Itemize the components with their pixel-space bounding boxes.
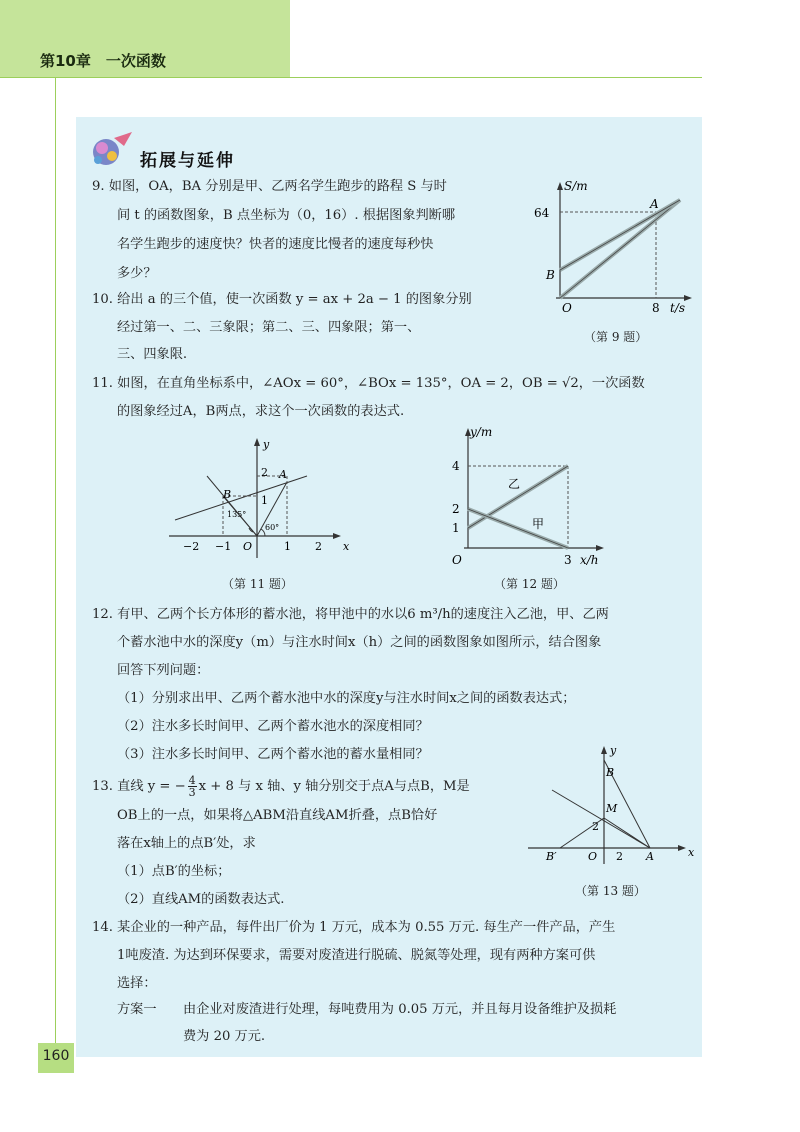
p11-line2: 的图象经过A，B两点，求这个一次函数的表达式. <box>117 404 405 419</box>
fig9-O: O <box>562 301 572 315</box>
figure-12 <box>440 424 620 574</box>
svg-text:60°: 60° <box>265 523 280 532</box>
p9-line2: 间 t 的函数图象，B 点坐标为（0，16）. 根据图象判断哪 <box>117 208 456 223</box>
svg-text:A: A <box>646 850 654 863</box>
svg-text:x: x <box>688 846 695 859</box>
figure-11 <box>165 432 355 564</box>
p10-line1: 10. 给出 a 的三个值，使一次函数 y = ax + 2a − 1 的图象分别 <box>92 292 472 307</box>
margin-line <box>55 77 56 1045</box>
svg-text:y/m: y/m <box>470 425 493 439</box>
p12-q3: （3）注水多长时间甲、乙两个蓄水池的蓄水量相同？ <box>117 747 429 762</box>
p10-line2: 经过第一、二、三象限；第二、三、四象限；第一、 <box>117 320 421 335</box>
chapter-title: 第10章 一次函数 <box>40 52 166 70</box>
svg-text:3: 3 <box>564 553 572 567</box>
p14-plan-line1: 由企业对废渣进行处理，每吨费用为 0.05 万元，并且每月设备维护及损耗 <box>183 1002 617 1017</box>
p9-line4: 多少？ <box>117 266 157 281</box>
p13-line3: 落在x轴上的点B′处，求 <box>117 836 256 851</box>
p11-line1: 11. 如图，在直角坐标系中，∠AOx = 60°，∠BOx = 135°，OA = 2，OB = √2，一次函数 <box>92 376 645 391</box>
svg-text:−2: −2 <box>183 540 200 553</box>
fig12-caption: （第 12 题） <box>494 577 565 591</box>
svg-text:−1: −1 <box>215 540 232 553</box>
p14-line3: 选择： <box>117 976 157 991</box>
fig9-y-arrow <box>557 182 563 190</box>
svg-text:O: O <box>588 850 598 863</box>
svg-text:M: M <box>606 802 618 815</box>
section-logo-icon <box>88 130 136 172</box>
fig9-B: B <box>546 268 555 282</box>
fig9-caption: （第 9 题） <box>584 330 648 344</box>
figure-13 <box>522 740 702 870</box>
p13-q2: （2）直线AM的函数表达式. <box>117 892 285 907</box>
svg-text:B′: B′ <box>546 850 557 863</box>
svg-text:135°: 135° <box>227 510 247 519</box>
p12-q2: （2）注水多长时间甲、乙两个蓄水池水的深度相同？ <box>117 719 429 734</box>
fig11-caption: （第 11 题） <box>222 577 293 591</box>
svg-text:O: O <box>243 540 253 553</box>
svg-text:x/h: x/h <box>580 553 599 567</box>
section-title: 拓展与延伸 <box>140 151 235 171</box>
svg-text:A: A <box>279 468 287 481</box>
fig9-x-arrow <box>684 295 692 301</box>
svg-text:B: B <box>606 766 615 779</box>
fig9-ylabel: S/m <box>564 179 588 193</box>
svg-text:乙: 乙 <box>508 477 521 491</box>
svg-text:1: 1 <box>261 494 268 507</box>
p12-line2: 个蓄水池中水的深度y（m）与注水时间x（h）之间的函数图象如图所示，结合图象 <box>117 635 602 650</box>
fig9-xlabel: t/s <box>670 301 686 315</box>
fig9-A: A <box>650 197 659 211</box>
fig9-x8: 8 <box>652 301 660 315</box>
header-divider <box>0 77 702 78</box>
p14-plan-line2: 费为 20 万元. <box>183 1029 266 1044</box>
page-number: 160 <box>42 1048 70 1064</box>
svg-text:B: B <box>223 488 232 501</box>
figure-9 <box>520 178 700 320</box>
svg-text:1: 1 <box>284 540 291 553</box>
svg-text:O: O <box>452 553 462 567</box>
p14-line1: 14. 某企业的一种产品，每件出厂价为 1 万元，成本为 0.55 万元. 每生产一件产品，产生 <box>92 920 616 935</box>
svg-text:2: 2 <box>315 540 322 553</box>
p10-line3: 三、四象限. <box>117 347 188 362</box>
svg-text:y: y <box>610 744 617 757</box>
p12-line1: 12. 有甲、乙两个长方体形的蓄水池，将甲池中的水以6 m³/h的速度注入乙池，甲、乙两 <box>92 607 609 622</box>
p9-line3: 名学生跑步的速度快？快者的速度比慢者的速度每秒快 <box>117 237 434 252</box>
svg-text:2: 2 <box>592 820 599 833</box>
fig13-caption: （第 13 题） <box>575 884 646 898</box>
fig9-y64: 64 <box>534 206 550 220</box>
svg-text:甲: 甲 <box>532 517 545 531</box>
p13-line1: 13. 直线 y = − $\frac{4}{3}$ x + 8 与 x 轴、y 轴分别交于点A与点B，M是 <box>92 774 470 799</box>
p14-plan-label: 方案一 <box>117 1002 157 1017</box>
p13-line2: OB上的一点，如果将△ABM沿直线AM折叠，点B恰好 <box>117 808 438 823</box>
svg-text:2: 2 <box>261 466 268 479</box>
p13-q1: （1）点B′的坐标； <box>117 864 231 879</box>
p12-line3: 回答下列问题： <box>117 663 210 678</box>
svg-text:y: y <box>263 438 270 451</box>
p12-q1: （1）分别求出甲、乙两个蓄水池中水的深度y与注水时间x之间的函数表达式； <box>117 691 576 706</box>
svg-text:1: 1 <box>452 521 460 535</box>
svg-text:x: x <box>343 540 350 553</box>
svg-text:2: 2 <box>452 502 460 516</box>
p14-line2: 1吨废渣. 为达到环保要求，需要对废渣进行脱硫、脱氮等处理，现有两种方案可供 <box>117 948 596 963</box>
svg-text:4: 4 <box>452 459 460 473</box>
p13-fraction: $\frac{4}{3}$ <box>188 774 196 799</box>
svg-text:2: 2 <box>616 850 623 863</box>
p9-line1: 9. 如图，OA，BA 分别是甲、乙两名学生跑步的路程 S 与时 <box>92 179 447 194</box>
